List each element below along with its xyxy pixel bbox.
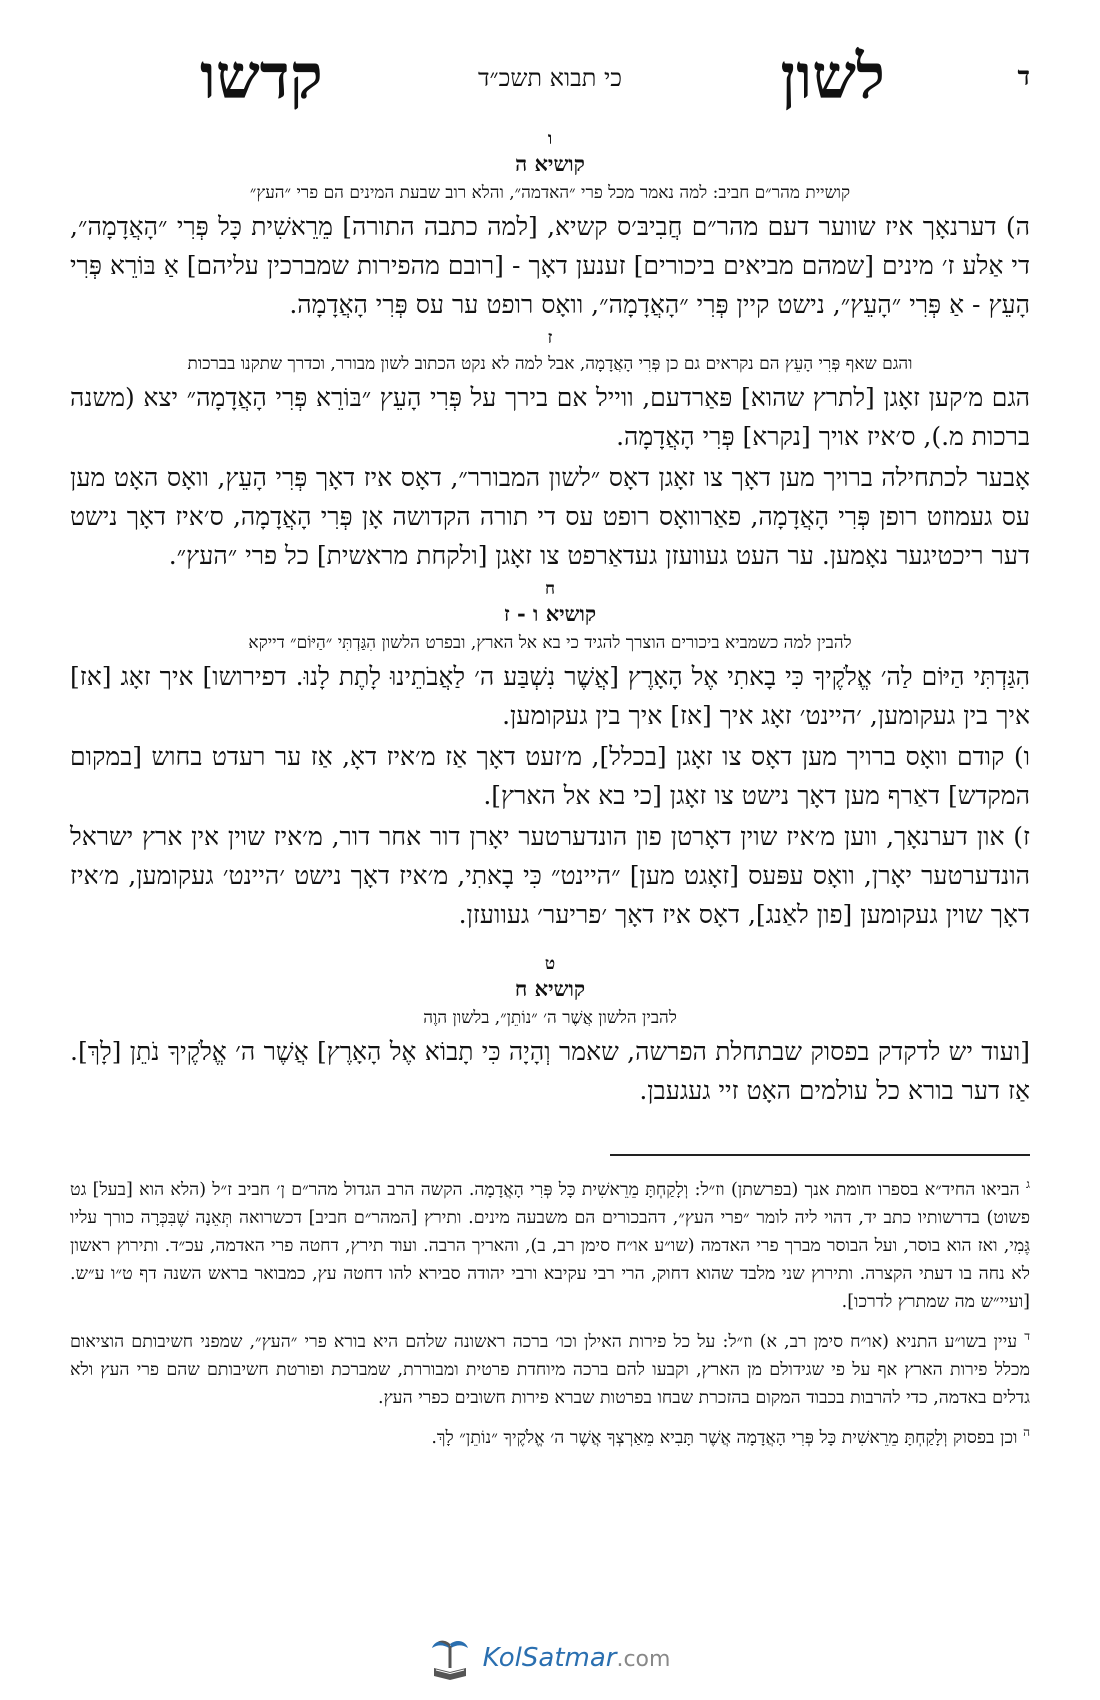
footnote [70, 1418, 1030, 1452]
section-title: קושיא ה [515, 151, 585, 176]
footnotes [70, 1170, 1030, 1451]
palm-tree-book-icon [430, 1636, 470, 1680]
logo-domain: .com [616, 1647, 671, 1672]
body-paragraph: הגם מ׳קען זאָגן [לתרץ שהוא] פּאַרדעם, ווייל אם בירך על פְּרִי הָעֵץ ״בּוֹרֵא פְּרִי הָאֲדָמָה״ יצא (משנה ברכות מ.), ס׳איז אויך [נקרא] פְּרִי הָאֲדָמָה. [70, 383, 1030, 451]
body-paragraph: [ועוד יש לדקדק בפסוק שבתחלת הפרשה, שאמר וְהָיָה כִּי תָבוֹא אֶל הָאָרֶץ] אֲשֶׁר ה׳ אֱלֹקֶיךָ נֹתֵן [לָךְ]. אַז דער בורא כל עולמים האָט זיי געגעבן. [70, 1037, 1030, 1105]
section-number: ח [544, 579, 556, 599]
section-number: ו [547, 129, 553, 149]
footnote-mark: ה [1023, 1424, 1030, 1439]
body-paragraph: אָבער לכתחילה ברויך מען דאָך צו זאָגן דאָס ״לשון המבורר״, דאָס איז דאָך פְּרִי הָעֵץ, וואָס האָט מען עס געמוזט רופן פְּרִי הָאֲדָמָה, פאַרוואָס רופט עס די תורה הקדושה אָן פְּרִי הָאֲדָמָה, ס׳איז דאָך נישט דער ריכטיגער נאָמען. ער העט געוועזן געדאַרפט צו זאָגן [ולקחת מראשית] כל פרי ״העץ״. [70, 463, 1030, 570]
running-title-left: קדשו [200, 40, 323, 113]
site-logo [0, 1636, 1100, 1680]
footnote [70, 1322, 1030, 1412]
section-subtitle: קושיית מהר״ם חביב: למה נאמר מכל פרי ״האדמה״, והלא רוב שבעת המינים הם פרי ״העץ״ [249, 183, 851, 203]
footnote-text: הביאו החיד״א בספרו חומת אנך (בפרשתן) וז״ל: וְלָקַחְתָּ מֵרֵאשִׁית כָּל פְּרִי הָאֲדָמָה. הקשה הרב הגדול מהר״ם ן׳ חביב ז״ל (הלא הוא [בעל] גט פשוט) בדרשותיו כתב יד, דהוי ליה לומר ״פרי העץ״, דהבכורים הם משבעה מינים. ותירץ [המהר״ם חביב] דכשרואה תְּאֵנָה שֶׁבִּכְּרָה כורך עליו גֶּמִי, ואז הוא בוסר, ועל הבוסר מברך פרי האדמה (שו״ע או״ח סימן רב, ב), והאריך הרבה. ועוד תירץ, דחטה פרי האדמה, עכ״ד. ותירוץ ראשון לא נחה בו דעתי הקצרה. ותירוץ שני מלבד שהוא דחוק, הרי רבי עקיבא ורבי יהודה סבירא להו דחטה עץ, כמבואר בראש השנה דף ט״ו ע״ש. [ועיי״ש מה שמתרץ לדרכו]. [70, 1179, 1030, 1312]
page-letter: ד [1017, 62, 1030, 92]
running-title-center: כי תבוא תשכ״ד [477, 64, 623, 92]
body-paragraph: ה) דערנאָך איז שווער דעם מהר״ם חֲבִיבּ׳ס קשיא, [למה כתבה התורה] מֵרֵאשִׁית כָּל פְּרִי ״הָאֲדָמָה״, די אַלע ז׳ מינים [שמהם מביאים ביכורים] זענען דאָך - [רובם מהפירות שמברכין עליהם] אַ בּוֹרֵא פְּרִי הָעֵץ - אַ פְּרִי ״הָעֵץ״, נישט קיין פְּרִי ״הָאֲדָמָה״, וואָס רופט ער עס פְּרִי הָאֲדָמָה. [70, 212, 1030, 319]
section-title: קושיא ח [514, 976, 586, 1001]
body-paragraph: ו) קודם וואָס ברויך מען דאָס צו זאָגן [בכלל], מ׳זעט דאָך אַז מ׳איז דאָ, אַז ער רעדט בחוש [במקום המקדש] דאַרף מען דאָך נישט צו זאָגן [כי בא אל הארץ]. [70, 742, 1030, 810]
footnote-mark: ג [1026, 1177, 1030, 1191]
footnote-mark: ד [1024, 1328, 1030, 1343]
page-header [70, 40, 1030, 125]
section-number: ז [547, 328, 553, 348]
body-paragraph: הִגַּדְתִּי הַיּוֹם לַה׳ אֱלֹקֶיךָ כִּי בָאתִי אֶל הָאָרֶץ [אֲשֶׁר נִשְׁבַּע ה׳ לַאֲבֹתֵינוּ לָתֶת לָנוּ. דפירושו] איך זאָג [אז] איך בין געקומען, ׳היינט׳ זאָג איך [אז] איך בין געקומען. [70, 662, 1030, 730]
running-title-right: לשון [780, 40, 885, 113]
body-paragraph: ז) און דערנאָך, ווען מ׳איז שוין דאָרטן פון הונדערטער יאָרן דור אחר דור, מ׳איז שוין אין ארץ ישראל הונדערטער יאָרן, וואָס עפּעס [זאָגט מען] ״היינט״ כִּי בָאתִי, מ׳איז דאָך נישט ׳היינט׳ געקומען, מ׳איז דאָך שוין געקומען [פון לאַנג], דאָס איז דאָך ׳פריער׳ געוועזן. [70, 822, 1030, 929]
section-zayin [70, 328, 1030, 575]
footnote-text: וכן בפסוק וְלָקַחְתָּ מֵרֵאשִׁית כָּל פְּרִי הָאֲדָמָה אֲשֶׁר תָּבִיא מֵאַרְצְךָ אֲשֶׁר ה׳ אֱלֹקֶיךָ ״נוֹתֵן״ לָךְ. [431, 1427, 1018, 1448]
footnote-text: עיין בשו״ע התניא (או״ח סימן רב, א) וז״ל: על כל פירות האילן וכו׳ ברכה ראשונה שלהם היא בורא פרי ״העץ״, שמפני חשיבותם הוציאום מכלל פירות הארץ אף על פי שגידולם מן הארץ, וקבעו להם ברכה מיוחדת פרטית ומבוררת, שמברכת ופורטת חשיבותם שהם פרי העץ ולא גדלים באדמה, כדי להרבות בכבוד המקום בהזכרת שבחו בפרטות שברא פירות חשובים כפרי העץ. [70, 1331, 1030, 1408]
section-vav [70, 129, 1030, 324]
section-subtitle: והגם שאף פְּרִי הָעֵץ הם נקראים גם כן פְּרִי הָאֲדָמָה, אבל למה לא נקט הכתוב לשון מבורר, וכדרך שתקנו בברכות [187, 354, 913, 374]
footnote-divider [610, 1154, 1030, 1156]
section-title: קושיא ו - ז [503, 601, 597, 626]
logo-text [483, 1643, 671, 1673]
section-subtitle: להבין הלשון אֲשֶׁר ה׳ ״נוֹתֵן״, בלשון הוֶה [423, 1008, 677, 1028]
section-number: ט [544, 954, 556, 974]
section-tet [70, 954, 1030, 1110]
logo-name: KolSatmar [482, 1643, 617, 1673]
section-chet [70, 579, 1030, 934]
section-subtitle: להבין למה כשמביא ביכורים הוצרך להגיד כי בא אל הארץ, ובפרט הלשון הִגַּדְתִּי ״הַיּוֹם״ דייקא [248, 633, 852, 653]
footnote [70, 1170, 1030, 1316]
